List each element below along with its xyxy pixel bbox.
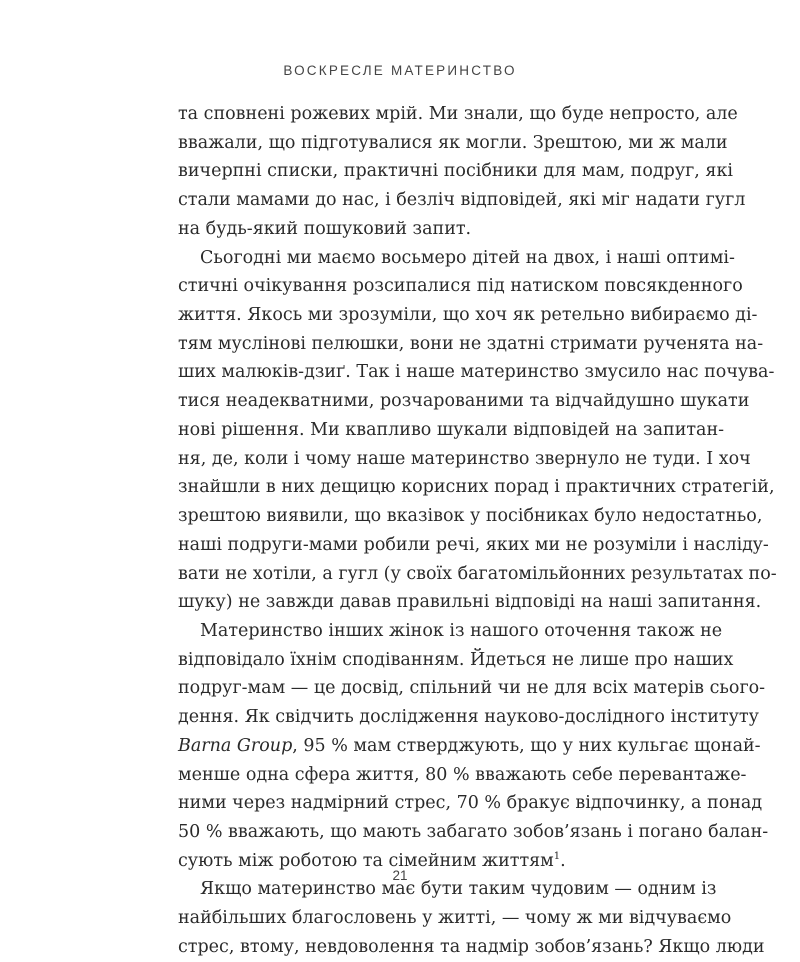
text-line: ня, де, коли і чому наше материнство звернуло не туди. І хоч	[178, 448, 751, 469]
text-line: нові рішення. Ми квапливо шукали відповідей на запитан-	[178, 419, 725, 440]
text-line: менше одна сфера життя, 80 % вважають себе перевантаже-	[178, 764, 747, 785]
text-line: Материнство інших жінок із нашого оточення також не	[200, 620, 723, 641]
text-line: ними через надмірний стрес, 70 % бракує відпочинку, а понад	[178, 793, 763, 814]
text-line: зрештою виявили, що вказівок у посібниках було недостатньо,	[178, 506, 763, 527]
text-line: на будь-який пошуковий запит.	[178, 218, 472, 239]
text-line: вати не хотіли, а гугл (у своїх багатомільйонних результатах по-	[178, 563, 777, 584]
text-line: сують між роботою та сімейним життям$^1$.	[178, 850, 566, 871]
text-line: найбільших благословень у житті, — чому ж ми відчуваємо	[178, 908, 732, 929]
text-line: та сповнені рожевих мрій. Ми знали, що буде непросто, але	[178, 104, 738, 124]
text-line: наші подруги-мами робили речі, яких ми не розуміли і наслідy-	[178, 534, 769, 555]
text-line: подруг-мам — це досвід, спільний чи не для всіх матерів сього-	[178, 678, 766, 699]
text-line: стали мамами до нас, і безліч відповідей, які міг надати гугл	[178, 190, 746, 211]
institute-name: Barna Group	[178, 735, 293, 756]
text-line: дення. Як свідчить дослідження науково-дослідного інституту	[178, 707, 759, 728]
body-text	[178, 100, 777, 962]
text-line: 50 % вважають, що мають забагато зобов’язань і погано балан-	[178, 821, 769, 842]
text-line: відповідало їхнім сподіванням. Йдеться не лише про наших	[178, 649, 734, 670]
text-line: Якщо материнство має бути таким чудовим — одним із	[200, 879, 717, 900]
text-line: вважали, що підготувалися як могли. Зрештою, ми ж мали	[178, 132, 728, 153]
text-line: шуку) не завжди давав правильні відповіді на наші запитання.	[178, 592, 762, 613]
text-line: тям муслінові пелюшки, вони не здатні стримати рученята на-	[178, 333, 764, 354]
running-head: ВОСКРЕСЛЕ МАТЕРИНСТВО	[283, 63, 517, 78]
text-line: стичні очікування розсипалися під натиском повсякденного	[178, 276, 743, 297]
page-number: 21	[392, 868, 408, 883]
text-line: ших малюків-дзиґ. Так і наше материнство змусило нас почува-	[178, 362, 775, 383]
text-line: знайшли в них дещицю корисних порад і практичних стратегій,	[178, 477, 775, 498]
text-line: життя. Якось ми зрозуміли, що хоч як ретельно вибираємо ді-	[178, 305, 758, 326]
text-line: тися неадекватними, розчарованими та відчайдушно шукати	[178, 391, 750, 412]
text-line: стрес, втому, невдоволення та надмір зобов’язань? Якщо люди	[178, 936, 765, 957]
footnote-ref[interactable]: 1	[553, 850, 561, 862]
text-line: Barna Group, 95 % мам стверджують, що у них кульгає щонай-	[178, 735, 761, 756]
text-line: вичерпні списки, практичні посібники для мам, подруг, які	[178, 161, 734, 182]
text-line: Сьогодні ми маємо восьмеро дітей на двох, і наші оптимі-	[200, 247, 735, 268]
